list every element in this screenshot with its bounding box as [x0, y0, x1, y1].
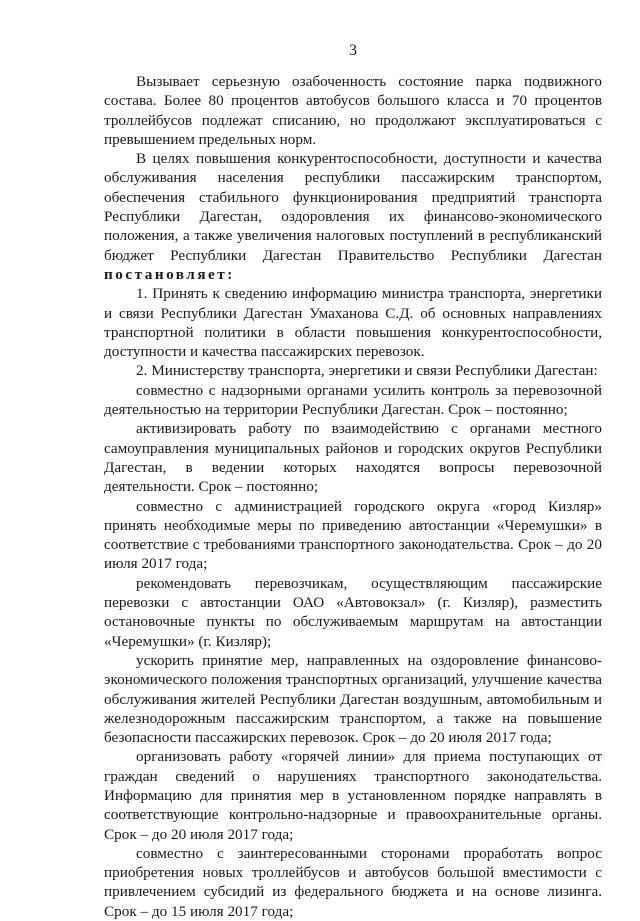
paragraph-kizlyar-station: совместно с администрацией городского округа «город Кизляр» принять необходимые меры по приведению автостанции «Черемушки» в соответствие с требованиями транспортного законодательства. Срок – до 20 июля 2017 года;	[104, 497, 602, 573]
paragraph-hotline: организовать работу «горячей линии» для приема поступающих от граждан сведений о нарушениях транспортного законодательства. Информацию для принятия мер в установленном порядке направлять в соответствующие контрольно-надзорные и правоохранительные органы. Срок – до 20 июля 2017 года;	[104, 748, 602, 843]
document-body	[104, 72, 602, 921]
paragraph-fleet-condition: Вызывает серьезную озабоченность состояние парка подвижного состава. Более 80 процентов автобусов большого класса и 70 процентов троллейбусов подлежат списанию, но продолжают эксплуатироваться с превышением предельных норм.	[104, 73, 602, 148]
paragraph-cooperation: активизировать работу по взаимодействию с органами местного самоуправления муниципальных районов и городских округов Республики Дагестан, в ведении которых находятся вопросы перевозочной деятельности. Срок – постоянно;	[104, 420, 602, 496]
paragraph-item-1: 1. Принять к сведению информацию министра транспорта, энергетики и связи Республики Дагестан Умаханова С.Д. об основных направлениях транспортной политики в области повышения конкурентоспособности, доступности и качества пассажирских перевозок.	[104, 285, 602, 361]
page-number: 3	[349, 42, 357, 59]
resolution-word: постановляет:	[104, 265, 235, 283]
paragraph-finance: ускорить принятие мер, направленных на оздоровление финансово-экономического положения транспортных организаций, улучшение качества обслуживания жителей Республики Дагестан воздушным, автомобильным и железнодорожным пассажирским транспортом, а также на повышение безопасности пассажирских перевозок. Срок – до 20 июля 2017 года;	[104, 651, 602, 747]
paragraph-purpose	[104, 149, 602, 284]
paragraph-control: совместно с надзорными органами усилить контроль за перевозочной деятельностью на территории Республики Дагестан. Срок – постоянно;	[104, 381, 602, 419]
paragraph-carriers: рекомендовать перевозчикам, осуществляющим пассажирские перевозки с автостанции ОАО «Автовокзал» (г. Кизляр), разместить остановочные пункты по обслуживаемым маршрутам на автостанции «Черемушки» (г. Кизляр);	[104, 574, 602, 650]
purpose-text: В целях повышения конкурентоспособности, доступности и качества обслуживания населения республики пассажирским транспортом, обеспечения стабильного функционирования предприятий транспорта Республики Дагестан, оздоровления их финансово-экономического положения, а также увеличения налоговых поступлений в республиканский бюджет Республики Дагестан Правительство Республики Дагестан	[104, 150, 602, 264]
paragraph-item-2: 2. Министерству транспорта, энергетики и связи Республики Дагестан:	[136, 362, 598, 380]
paragraph-procurement: совместно с заинтересованными сторонами проработать вопрос приобретения новых троллейбусов и автобусов большой вместимости с привлечением субсидий из федерального бюджета и на основе лизинга. Срок – до 15 июля 2017 года;	[104, 844, 602, 920]
